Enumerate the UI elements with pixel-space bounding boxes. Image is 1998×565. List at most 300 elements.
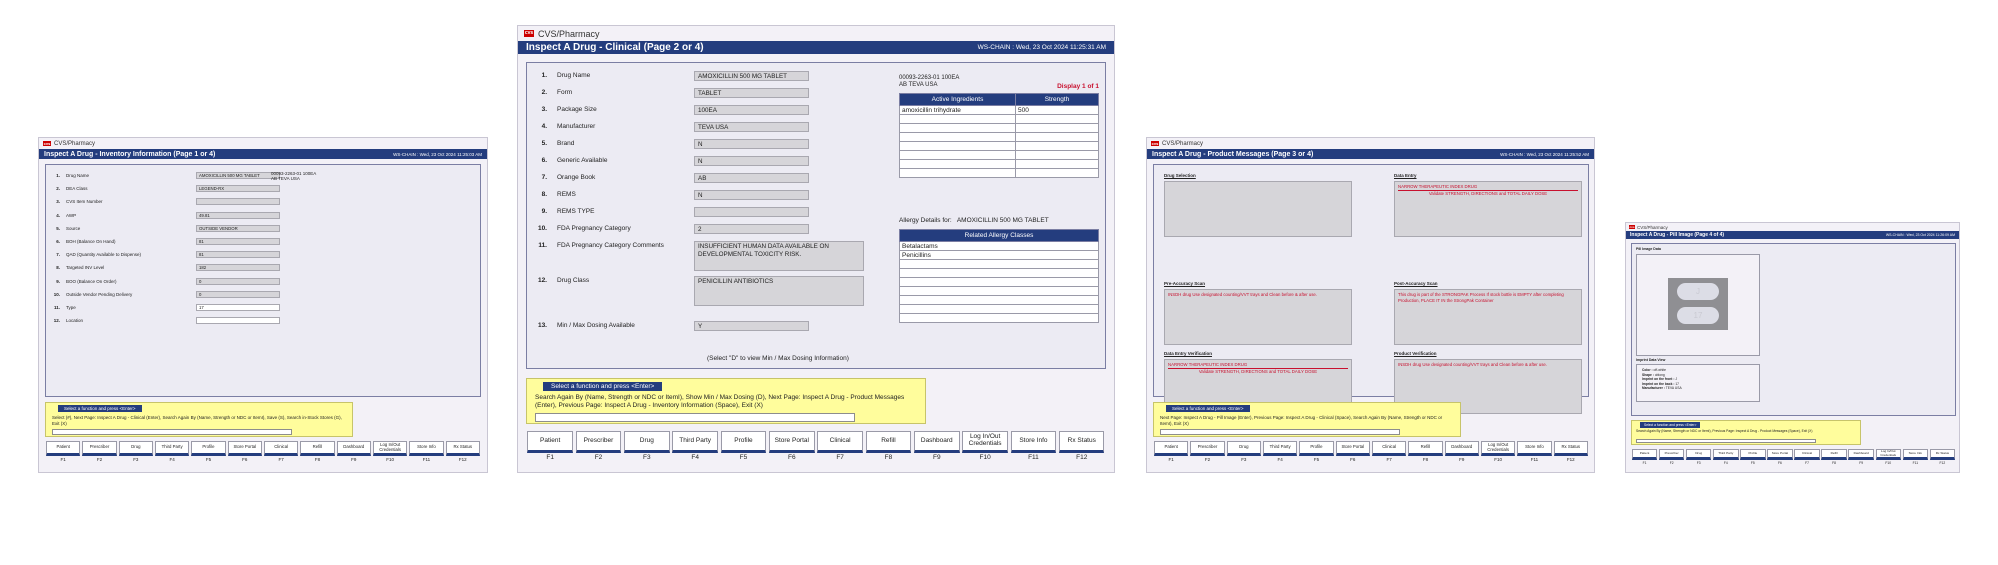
fkey-button-f10[interactable]: Log In/Out Credentials bbox=[1876, 449, 1901, 460]
row-value[interactable]: AMOXICILLIN 500 MG TABLET bbox=[196, 172, 280, 179]
fkey-label: F5 bbox=[1313, 457, 1320, 462]
ingredient-row bbox=[900, 133, 1099, 142]
row-number: 2. bbox=[541, 89, 547, 96]
fkey-label: F6 bbox=[1778, 461, 1782, 465]
fkey-button-f2[interactable]: Prescriber bbox=[1190, 441, 1224, 456]
page-banner bbox=[1147, 149, 1594, 159]
fkey-f3 bbox=[1685, 449, 1712, 469]
ndc-info: 00093-2263-01 100EA AB TEVA USA bbox=[899, 75, 960, 88]
clinical-panel bbox=[526, 62, 1106, 369]
imprint-box bbox=[1636, 364, 1760, 402]
row-label: AWP bbox=[66, 212, 77, 218]
fkey-label: F5 bbox=[205, 457, 212, 462]
row-value[interactable]: 17 bbox=[196, 304, 280, 311]
fkey-f12 bbox=[1553, 441, 1589, 467]
row-label: BOH (Balance On Hand) bbox=[66, 239, 116, 244]
row-number: 10. bbox=[537, 225, 547, 232]
fkey-label: F2 bbox=[1204, 457, 1211, 462]
inventory-row bbox=[46, 263, 480, 272]
fkey-f11 bbox=[408, 441, 444, 467]
fkey-f12 bbox=[445, 441, 481, 467]
message-text: INSDH drug Use designated counting/VVT trays and Clean before & after use. bbox=[1168, 292, 1317, 297]
fkey-button-f6[interactable]: Store Portal bbox=[1767, 449, 1792, 460]
row-value: INSUFFICIENT HUMAN DATA AVAILABLE ON DEVELOPMENTAL TOXICITY RISK. bbox=[694, 241, 864, 271]
ingredient-strength bbox=[1016, 124, 1099, 133]
fkey-f6 bbox=[1766, 449, 1793, 469]
fkey-button-f6[interactable]: Store Portal bbox=[769, 431, 814, 453]
row-value[interactable] bbox=[196, 317, 280, 324]
fkey-label: F10 bbox=[1494, 457, 1502, 462]
row-value[interactable]: OUTSIDE VENDOR bbox=[196, 225, 280, 232]
row-label: Drug Name bbox=[557, 72, 591, 79]
command-input[interactable] bbox=[535, 413, 855, 422]
message-subtext: Validate STRENGTH, DIRECTIONS and TOTAL DAILY DOSE bbox=[1428, 190, 1548, 196]
fkey-f10 bbox=[1480, 441, 1516, 467]
ingredient-row bbox=[900, 160, 1099, 169]
fkey-button-f11[interactable]: Store Info bbox=[1011, 431, 1056, 453]
fkey-f9 bbox=[913, 431, 961, 468]
fkey-button-f10[interactable]: Log In/Out Credentials bbox=[1481, 441, 1515, 456]
fkey-button-f12[interactable]: Rx Status bbox=[446, 441, 480, 456]
function-key-bar bbox=[1153, 441, 1589, 467]
row-value: N bbox=[694, 190, 809, 200]
ingredient-name bbox=[900, 160, 1016, 169]
fkey-label: F10 bbox=[979, 454, 991, 461]
row-value: N bbox=[694, 156, 809, 166]
fkey-label: F1 bbox=[1642, 461, 1647, 465]
command-input[interactable] bbox=[52, 429, 292, 435]
inventory-row bbox=[46, 237, 480, 246]
row-label: Type bbox=[66, 305, 76, 310]
ingredient-name bbox=[900, 169, 1016, 178]
fkey-button-f1[interactable]: Patient bbox=[1154, 441, 1188, 456]
cvs-logo: cvs bbox=[43, 141, 51, 146]
display-count: Display 1 of 1 bbox=[1057, 83, 1099, 90]
fkey-label: F2 bbox=[594, 454, 603, 461]
col-strength: Strength bbox=[1016, 94, 1099, 106]
fkey-label: F1 bbox=[1168, 457, 1174, 462]
message-text: NARROW THERAPEUTIC INDEX DRUG bbox=[1398, 184, 1478, 189]
fkey-label: F8 bbox=[1422, 457, 1429, 462]
active-ingredients-table bbox=[899, 93, 1099, 178]
row-number: 12. bbox=[537, 277, 547, 284]
row-value[interactable]: 49.81 bbox=[196, 212, 280, 219]
imprint-key: Color : bbox=[1642, 368, 1653, 372]
allergy-class bbox=[900, 305, 1099, 314]
row-value[interactable]: 81 bbox=[196, 251, 280, 258]
row-number: 5. bbox=[541, 140, 547, 147]
ingredient-row bbox=[900, 124, 1099, 133]
fkey-f11 bbox=[1009, 431, 1057, 468]
app-titlebar bbox=[1626, 223, 1959, 231]
row-number: 7. bbox=[541, 174, 547, 181]
fkey-f2 bbox=[1189, 441, 1225, 467]
allergy-row bbox=[900, 305, 1099, 314]
screen-clinical bbox=[517, 25, 1115, 473]
fkey-f3 bbox=[118, 441, 154, 467]
section-message-box bbox=[1394, 289, 1582, 345]
inventory-row bbox=[46, 184, 480, 193]
allergy-row bbox=[900, 296, 1099, 305]
fkey-label: F10 bbox=[1885, 461, 1892, 465]
pill-photo bbox=[1668, 278, 1728, 330]
fkey-f11 bbox=[1902, 449, 1929, 469]
pill-bottom: 17 bbox=[1677, 307, 1719, 324]
imprint-value: off-white bbox=[1653, 368, 1666, 372]
app-name: CVS/Pharmacy bbox=[54, 140, 96, 147]
command-header: Select a function and press <Enter> bbox=[1166, 405, 1250, 412]
inventory-row bbox=[46, 224, 480, 233]
ingredient-name bbox=[900, 151, 1016, 160]
imprint-label: Imprint Data View bbox=[1636, 358, 1666, 362]
row-number: 8. bbox=[541, 191, 547, 198]
row-label: DEA Class bbox=[66, 186, 88, 192]
fkey-button-f9[interactable]: Dashboard bbox=[1445, 441, 1479, 456]
fkey-button-f7[interactable]: Clinical bbox=[1372, 441, 1406, 456]
fkey-button-f7[interactable]: Clinical bbox=[264, 441, 298, 456]
fkey-f2 bbox=[81, 441, 117, 467]
fkey-f3 bbox=[623, 431, 671, 468]
row-value[interactable]: 0 bbox=[196, 291, 280, 298]
fkey-button-f4[interactable]: Third Party bbox=[155, 441, 189, 456]
allergy-row bbox=[900, 287, 1099, 296]
fkey-f7 bbox=[1371, 441, 1407, 467]
message-text: NARROW THERAPEUTIC INDEX DRUG bbox=[1168, 362, 1248, 367]
allergy-row bbox=[900, 278, 1099, 287]
allergy-class bbox=[900, 278, 1099, 287]
fkey-f8 bbox=[1821, 449, 1848, 469]
fkey-button-f12[interactable]: Rx Status bbox=[1059, 431, 1104, 453]
row-value[interactable]: 81 bbox=[196, 238, 280, 245]
imprint-key: Imprint on the back : bbox=[1642, 381, 1675, 386]
command-instructions: Select (#), Next Page: Inspect A Drug - Clinical (Enter), Search Again By (Name, Strength or NDC or ItemI), Save (S), Search in-Stock Stores (G), Exit (X) bbox=[52, 415, 342, 426]
row-value: TEVA USA bbox=[694, 122, 809, 132]
fkey-button-f5[interactable]: Profile bbox=[1740, 449, 1765, 460]
cvs-logo: cvs bbox=[1629, 225, 1635, 229]
ingredient-strength bbox=[1016, 169, 1099, 178]
status-text: WS-CHAIN : Wed, 23 Oct 2024 11:25:31 AM bbox=[977, 44, 1106, 51]
row-label: Orange Book bbox=[557, 174, 596, 181]
row-label: Min / Max Dosing Available bbox=[557, 322, 635, 329]
command-header: Select a function and press <Enter> bbox=[58, 405, 142, 412]
ndc-info: 00093-2263-01 100EA AB TEVA USA bbox=[271, 171, 317, 181]
fkey-button-f10[interactable]: Log In/Out Credentials bbox=[373, 441, 407, 456]
ingredient-name bbox=[900, 115, 1016, 124]
fkey-button-f8[interactable]: Refill bbox=[300, 441, 334, 456]
cvs-logo: cvs bbox=[1151, 141, 1159, 146]
row-number: 3. bbox=[541, 106, 547, 113]
fkey-f10 bbox=[1875, 449, 1902, 469]
imprint-key: Shape : bbox=[1642, 372, 1654, 377]
status-text: WS-CHAIN : Wed, 23 Oct 2024 11:26:09 AM bbox=[1885, 233, 1955, 237]
ingredient-strength bbox=[1016, 151, 1099, 160]
fkey-button-f4[interactable]: Third Party bbox=[1263, 441, 1297, 456]
app-titlebar bbox=[1147, 138, 1594, 149]
page-banner bbox=[518, 41, 1114, 54]
imprint-key: Manufacturer : bbox=[1642, 386, 1665, 391]
fkey-f3 bbox=[1226, 441, 1262, 467]
page-title: Inspect A Drug - Pill Image (Page 4 of 4) bbox=[1630, 232, 1725, 238]
fkey-button-f6[interactable]: Store Portal bbox=[228, 441, 262, 456]
app-name: CVS/Pharmacy bbox=[538, 28, 600, 39]
allergy-class bbox=[900, 296, 1099, 305]
row-number: 6. bbox=[56, 239, 60, 244]
fkey-f4 bbox=[1262, 441, 1298, 467]
fkey-label: F9 bbox=[351, 457, 357, 462]
row-number: 4. bbox=[541, 123, 547, 130]
fkey-label: F12 bbox=[458, 457, 467, 462]
fkey-button-f3[interactable]: Drug bbox=[119, 441, 153, 456]
page-banner bbox=[1626, 231, 1959, 239]
pill-top: J bbox=[1677, 283, 1719, 300]
row-label: QAD (Quantity Available to Dispense) bbox=[66, 252, 141, 258]
fkey-button-f9[interactable]: Dashboard bbox=[337, 441, 371, 456]
row-number: 3. bbox=[56, 199, 60, 205]
row-label: Outside Vendor Pending Delivery bbox=[66, 291, 133, 297]
fkey-f4 bbox=[1712, 449, 1739, 469]
fkey-button-f5[interactable]: Profile bbox=[721, 431, 766, 453]
fkey-button-f8[interactable]: Refill bbox=[1408, 441, 1442, 456]
inventory-row bbox=[46, 316, 480, 325]
command-input[interactable] bbox=[1160, 429, 1400, 435]
ingredient-row bbox=[900, 142, 1099, 151]
row-label: Targeted INV Level bbox=[66, 265, 105, 271]
row-value: AB bbox=[694, 173, 809, 183]
row-value[interactable]: 182 bbox=[196, 264, 280, 271]
fkey-f10 bbox=[961, 431, 1009, 468]
row-number: 8. bbox=[56, 265, 60, 271]
command-input[interactable] bbox=[1636, 439, 1816, 443]
allergy-row bbox=[900, 251, 1099, 260]
fkey-label: F7 bbox=[836, 454, 844, 461]
fkey-label: F3 bbox=[643, 454, 651, 461]
allergy-details-label: Allergy Details for: AMOXICILLIN 500 MG TABLET bbox=[899, 217, 1049, 224]
ingredient-row bbox=[900, 151, 1099, 160]
fkey-button-f12[interactable]: Rx Status bbox=[1930, 449, 1955, 460]
fkey-button-f3[interactable]: Drug bbox=[1227, 441, 1261, 456]
ingredient-row bbox=[900, 106, 1099, 115]
fkey-label: F3 bbox=[133, 457, 139, 462]
section-message-box bbox=[1394, 181, 1582, 237]
fkey-button-f1[interactable]: Patient bbox=[527, 431, 572, 453]
fkey-button-f7[interactable]: Clinical bbox=[1794, 449, 1819, 460]
command-instructions: Search Again By (Name, Strength or NDC or ItemI), Previous Page: Inspect A Drug - Product Messages (Space), Exit (X) bbox=[1636, 429, 1813, 433]
fkey-label: F12 bbox=[1939, 461, 1946, 465]
fkey-f5 bbox=[719, 431, 767, 468]
fkey-label: F11 bbox=[422, 457, 431, 462]
allergy-class: Betalactams bbox=[900, 242, 1099, 251]
col-related-allergy-classes: Related Allergy Classes bbox=[900, 230, 1099, 242]
allergy-class: Penicillins bbox=[900, 251, 1099, 260]
fkey-f9 bbox=[1848, 449, 1875, 469]
row-number: 11. bbox=[53, 305, 60, 310]
section-label: Data Entry Verification bbox=[1164, 351, 1213, 356]
fkey-f5 bbox=[1739, 449, 1766, 469]
fkey-label: F8 bbox=[884, 454, 893, 461]
imprint-value: TEVA USA bbox=[1665, 386, 1682, 391]
row-value: N bbox=[694, 139, 809, 149]
screen-pill-image bbox=[1625, 222, 1960, 473]
function-key-bar bbox=[45, 441, 481, 467]
fkey-label: F8 bbox=[314, 457, 321, 462]
allergy-class bbox=[900, 314, 1099, 323]
row-value: AMOXICILLIN 500 MG TABLET bbox=[694, 71, 809, 81]
fkey-button-f5[interactable]: Profile bbox=[191, 441, 225, 456]
fkey-button-f11[interactable]: Store Info bbox=[1903, 449, 1928, 460]
row-label: Package Size bbox=[557, 106, 597, 113]
fkey-button-f8[interactable]: Refill bbox=[1821, 449, 1846, 460]
section-message-box bbox=[1164, 181, 1352, 237]
fkey-button-f12[interactable]: Rx Status bbox=[1554, 441, 1588, 456]
fkey-button-f2[interactable]: Prescriber bbox=[1659, 449, 1684, 460]
row-label: Brand bbox=[557, 140, 575, 147]
fkey-button-f10[interactable]: Log In/Out Credentials bbox=[962, 431, 1007, 453]
section-message-box bbox=[1164, 289, 1352, 345]
fkey-button-f5[interactable]: Profile bbox=[1299, 441, 1333, 456]
fkey-label: F11 bbox=[1912, 461, 1919, 465]
related-allergy-table bbox=[899, 229, 1099, 323]
row-label: REMS TYPE bbox=[557, 208, 595, 215]
section-label: Drug Selection bbox=[1164, 173, 1196, 178]
fkey-f5 bbox=[190, 441, 226, 467]
ingredient-name bbox=[900, 124, 1016, 133]
imprint-key: Imprint on the front : bbox=[1642, 377, 1675, 382]
fkey-label: F6 bbox=[788, 454, 796, 461]
fkey-f8 bbox=[864, 431, 912, 468]
fkey-label: F12 bbox=[1076, 454, 1088, 461]
pill-image-label: Pill Image Data bbox=[1636, 247, 1661, 251]
app-titlebar bbox=[518, 26, 1114, 41]
row-value bbox=[694, 207, 809, 217]
fkey-f12 bbox=[1058, 431, 1106, 468]
inventory-row bbox=[46, 250, 480, 259]
fkey-label: F9 bbox=[1459, 457, 1465, 462]
row-value[interactable]: 0 bbox=[196, 278, 280, 285]
inventory-row bbox=[46, 303, 480, 312]
fkey-label: F6 bbox=[1350, 457, 1356, 462]
app-name: CVS/Pharmacy bbox=[1162, 140, 1204, 147]
fkey-f6 bbox=[768, 431, 816, 468]
fkey-label: F12 bbox=[1566, 457, 1575, 462]
fkey-button-f11[interactable]: Store Info bbox=[1517, 441, 1551, 456]
fkey-button-f7[interactable]: Clinical bbox=[817, 431, 862, 453]
imprint-row bbox=[1642, 386, 1682, 391]
section-label: Post-Accuracy Scan bbox=[1394, 281, 1438, 286]
command-instructions: Search Again By (Name, Strength or NDC or ItemI), Show Min / Max Dosing (D), Next Page: Inspect A Drug - Product Messages (Enter), Previous Page: Inspect A Drug - Inventory Information (Space), Exit (X) bbox=[535, 394, 905, 409]
fkey-button-f1[interactable]: Patient bbox=[1632, 449, 1657, 460]
fkey-button-f2[interactable]: Prescriber bbox=[82, 441, 116, 456]
row-value: 100EA bbox=[694, 105, 809, 115]
fkey-label: F9 bbox=[1859, 461, 1864, 465]
fkey-button-f9[interactable]: Dashboard bbox=[1848, 449, 1873, 460]
allergy-class bbox=[900, 269, 1099, 278]
status-text: WS-CHAIN : Wed, 23 Oct 2024 11:25:52 AM bbox=[1500, 151, 1589, 157]
row-label: Drug Class bbox=[557, 277, 590, 284]
fkey-label: F2 bbox=[96, 457, 103, 462]
fkey-f1 bbox=[1153, 441, 1189, 467]
page-banner bbox=[39, 149, 487, 159]
inventory-row bbox=[46, 171, 480, 180]
fkey-label: F1 bbox=[60, 457, 66, 462]
fkey-label: F3 bbox=[1696, 461, 1701, 465]
imprint-value: 17 bbox=[1675, 381, 1680, 386]
row-number: 12. bbox=[53, 318, 60, 324]
allergy-row bbox=[900, 242, 1099, 251]
row-label: Manufacturer bbox=[557, 123, 596, 130]
message-text: This drug is part of the STRONGPAK Process If stock bottle is EMPTY after completing Production, PLACE IT IN the StrongPak Container bbox=[1398, 292, 1564, 303]
ingredient-strength bbox=[1016, 133, 1099, 142]
row-value[interactable]: LEGEND-RX bbox=[196, 185, 280, 192]
row-number: 11. bbox=[538, 242, 547, 249]
clinical-row bbox=[527, 190, 1105, 200]
fkey-button-f3[interactable]: Drug bbox=[1686, 449, 1711, 460]
section-label: Data Entry bbox=[1394, 173, 1417, 178]
fkey-label: F4 bbox=[1277, 457, 1283, 462]
inventory-row bbox=[46, 197, 480, 206]
fkey-f1 bbox=[45, 441, 81, 467]
fkey-button-f1[interactable]: Patient bbox=[46, 441, 80, 456]
command-header: Select a function and press <Enter> bbox=[543, 382, 662, 391]
fkey-button-f2[interactable]: Prescriber bbox=[576, 431, 621, 453]
fkey-button-f9[interactable]: Dashboard bbox=[914, 431, 959, 453]
fkey-label: F6 bbox=[242, 457, 248, 462]
row-label: CVS Item Number bbox=[66, 199, 103, 205]
fkey-button-f4[interactable]: Third Party bbox=[1713, 449, 1738, 460]
command-box bbox=[45, 402, 353, 437]
fkey-f4 bbox=[154, 441, 190, 467]
ingredient-strength bbox=[1016, 115, 1099, 124]
row-number: 1. bbox=[56, 173, 60, 178]
fkey-label: F7 bbox=[278, 457, 284, 462]
inventory-panel bbox=[45, 164, 481, 397]
fkey-button-f11[interactable]: Store Info bbox=[409, 441, 443, 456]
row-number: 1. bbox=[541, 72, 547, 79]
ingredient-strength: 500 bbox=[1016, 106, 1099, 115]
fkey-label: F9 bbox=[932, 454, 941, 461]
fkey-button-f3[interactable]: Drug bbox=[624, 431, 669, 453]
message-subtext: Validate STRENGTH, DIRECTIONS and TOTAL DAILY DOSE bbox=[1198, 368, 1318, 374]
ingredient-strength bbox=[1016, 142, 1099, 151]
fkey-f6 bbox=[227, 441, 263, 467]
row-value: 2 bbox=[694, 224, 809, 234]
fkey-button-f4[interactable]: Third Party bbox=[672, 431, 717, 453]
fkey-label: F1 bbox=[546, 454, 554, 461]
fkey-f2 bbox=[574, 431, 622, 468]
function-key-bar bbox=[526, 431, 1106, 468]
ingredient-row bbox=[900, 115, 1099, 124]
fkey-button-f6[interactable]: Store Portal bbox=[1336, 441, 1370, 456]
col-active-ingredients: Active Ingredients bbox=[900, 94, 1016, 106]
section-label: Product Verification bbox=[1394, 351, 1437, 356]
row-number: 9. bbox=[541, 208, 547, 215]
fkey-f8 bbox=[1407, 441, 1443, 467]
row-label: BOO (Balance On Order) bbox=[66, 278, 117, 284]
fkey-label: F3 bbox=[1241, 457, 1247, 462]
row-label: Drug Name bbox=[66, 173, 90, 178]
page-title: Inspect A Drug - Product Messages (Page 3 or 4) bbox=[1152, 150, 1314, 158]
row-value: Y bbox=[694, 321, 809, 331]
command-box bbox=[1631, 420, 1861, 445]
fkey-label: F4 bbox=[1723, 461, 1728, 465]
fkey-label: F5 bbox=[1750, 461, 1755, 465]
row-value: TABLET bbox=[694, 88, 809, 98]
row-number: 9. bbox=[56, 278, 60, 284]
app-name: CVS/Pharmacy bbox=[1637, 224, 1668, 230]
row-number: 13. bbox=[537, 322, 547, 329]
row-value[interactable] bbox=[196, 198, 280, 205]
ingredient-name: amoxicillin trihydrate bbox=[900, 106, 1016, 115]
fkey-button-f8[interactable]: Refill bbox=[866, 431, 911, 453]
